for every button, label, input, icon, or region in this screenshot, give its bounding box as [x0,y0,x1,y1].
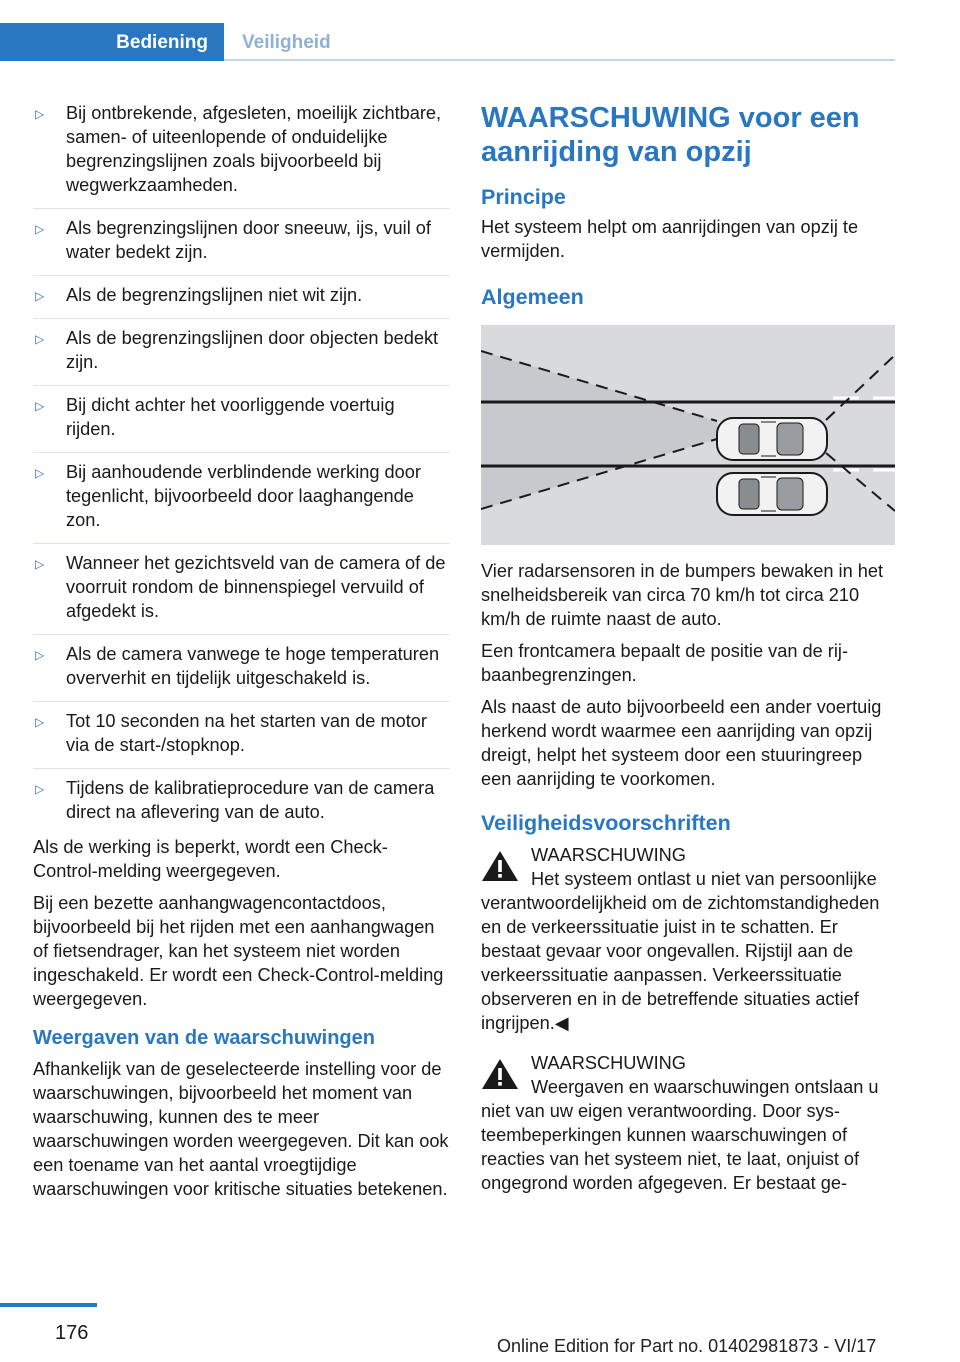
section-tabs [0,23,347,61]
algemeen-paragraph-1: Vier radarsensoren in de bumpers bewaken in het snelheidsbereik van circa 70 km/h tot circa 210 km/h de ruimte naast de auto. [481,561,884,629]
warnings-display-paragraph: Afhankelijk van de geselecteerde instelling voor de waarschuwingen, bijvoorbeeld het moment van waarschuwing, kunnen des te meer waarschuwingen worden weergegeven. Dit kan ook een toename van het aantal vroegtijdige waarschuwingen voor kritische situaties betekenen. [33,1059,449,1199]
warning-title: WAARSCHUWING [531,1053,686,1073]
warning-triangle-icon [481,849,519,883]
tab-bediening[interactable]: Bediening [0,23,224,61]
car-icon [717,418,827,460]
list-item: ▷ Als begrenzingslijnen door sneeuw, ijs, vuil of water bedekt zijn. [33,216,449,276]
warning-block [481,1051,897,1195]
list-item: ▷ Wanneer het gezichtsveld van de camera of de voorruit rondom de binnenspiegel vervuild of afgedekt is. [33,551,449,635]
list-item: ▷ Als de camera vanwege te hoge temperaturen oververhit en tijdelijk uitgeschakeld is. [33,642,449,702]
section-title: WAARSCHUWING voor een aanrijding van opzij [481,102,860,168]
side-collision-illustration [481,325,895,545]
triangle-bullet-icon: ▷ [35,557,45,571]
algemeen-paragraph-3: Als naast de auto bijvoorbeeld een ander voertuig herkend wordt waarmee een aanrijding van opzij dreigt, helpt het systeem door een stuuringreep een aanrijding te voorkomen. [481,697,882,789]
warning-block [481,843,897,1035]
limitations-list [33,101,449,828]
principe-paragraph: Het systeem helpt om aanrijdingen van opzij te vermijden. [481,217,859,261]
safety-heading: Veiligheidsvoorschriften [481,811,731,835]
car-icon [717,473,827,515]
page-number-rule [0,1303,97,1307]
edition-footer: Online Edition for Part no. 01402981873 - VI/17 [497,1336,877,1356]
trailer-paragraph: Bij een bezette aanhangwagencontactdoos, bijvoorbeeld bij het rijden met een aanhangwagen of fietsendrager, kan het systeem niet worden ingeschakeld. Er wordt een Check-Control-melding weergegeven. [33,893,444,1009]
right-column [481,101,897,1211]
triangle-bullet-icon: ▷ [35,289,45,303]
principe-heading: Principe [481,185,566,209]
triangle-bullet-icon: ▷ [35,648,45,662]
list-item: ▷ Als de begrenzingslijnen door objecten bedekt zijn. [33,326,449,386]
tab-underline [224,59,895,61]
page-number: 176 [55,1322,89,1344]
algemeen-paragraph-2: Een frontcamera bepaalt de positie van de rijbaanbegrenzingen. [481,641,848,685]
algemeen-heading: Algemeen [481,285,584,309]
list-item: ▷ Bij dicht achter het voorliggende voertuig rijden. [33,393,449,453]
list-item: ▷ Bij aanhoudende verblindende werking door tegenlicht, bijvoorbeeld door laaghangende zon. [33,460,449,544]
check-control-paragraph: Als de werking is beperkt, wordt een Check-Control-melding weergegeven. [33,837,388,881]
triangle-bullet-icon: ▷ [35,715,45,729]
tab-veiligheid[interactable]: Veiligheid [224,23,347,61]
list-item: ▷ Bij ontbrekende, afgesleten, moeilijk zichtbare, samen- of uiteenlopende of onduidelijke begrenzingslijnen zoals bijvoorbeeld bij wegwerkzaamheden. [33,101,449,209]
list-item: ▷ Tijdens de kalibratieprocedure van de camera direct na aflevering van de auto. [35,778,435,822]
triangle-bullet-icon: ▷ [35,107,45,121]
list-item: ▷ Tot 10 seconden na het starten van de motor via de start-/stopknop. [33,709,449,769]
triangle-bullet-icon: ▷ [35,466,45,480]
list-item: ▷ Als de begrenzingslijnen niet wit zijn. [33,283,449,319]
triangle-bullet-icon: ▷ [35,782,45,796]
triangle-bullet-icon: ▷ [35,332,45,346]
warning-text: Weergaven en waarschuwingen ontslaan u niet van uw eigen verantwoording. Door systeembeperkingen kunnen waarschuwingen of reacties van het systeem niet, te laat, onjuist of ongegrond worden afgegeven. Er bestaat ge- [481,1077,879,1193]
triangle-bullet-icon: ▷ [35,222,45,236]
warning-triangle-icon [481,1057,519,1091]
left-column [33,101,449,1209]
triangle-bullet-icon: ▷ [35,399,45,413]
warnings-display-heading: Weergaven van de waarschuwingen [33,1027,375,1049]
warning-text: Het systeem ontlast u niet van persoonlijke verantwoordelijkheid om de zichtomstandigheden en de verkeerssituatie juist in te schatten. Er bestaat gevaar voor ongevallen. Rijstijl aan de verkeerssituatie aanpassen. Verkeerssituatie observeren en in de betreffende situaties actief ingrijpen.◀ [481,869,880,1033]
warning-title: WAARSCHUWING [531,845,686,865]
